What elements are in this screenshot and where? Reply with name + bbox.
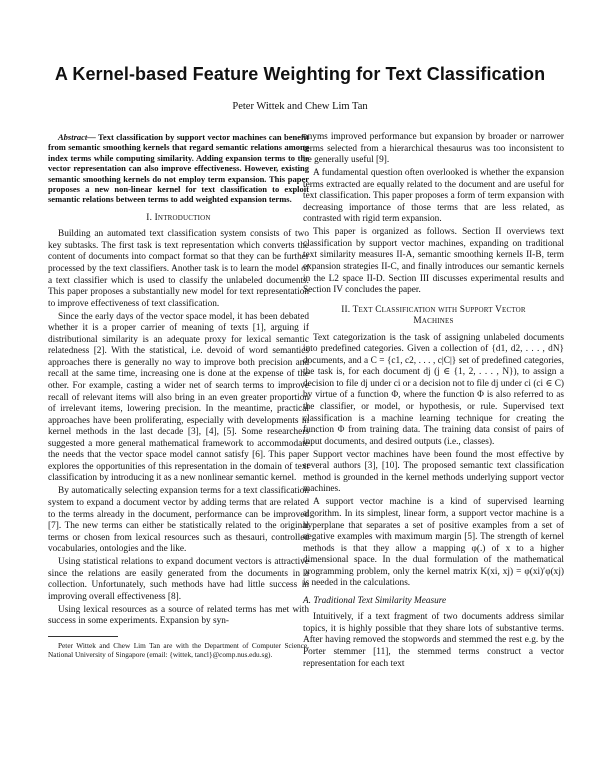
intro-paragraph: Since the early days of the vector space model, it has been debated whether it is a proper carrier of meaning of texts [1], arguing if distributional similarity is an adequate proxy for lexical semantic relatedness [2]. With the statistical, i.e. devoid of word semantics approaches there is generally no way to improve both precision and recall at the same time, increasing one is done at the expense of the other. For example, casting a wider net of search terms to improve recall of relevant items will also bring in an even greater proportion of irrelevant items, lowering precision. In the meantime, practical approaches have been proliferating, especially with developments in kernel methods in the last decade [3], [4], [5]. Some researchers suggested a more general mathematical framework to accommodate the needs that the vector space model cannot satisfy [6]. This paper explores the opportunities of this representation in the domain of text classification by introducing it as a new nonlinear semantic kernel. [48,311,309,484]
body-paragraph: This paper is organized as follows. Section II overviews text classification by support vector machines, expanding on traditional text similarity measures II-A, semantic smoothing kernels II-B, term expansion strategies II-C, and finally introduces our semantic kernels in the L2 space II-D. Section III discusses experimental results and Section IV concludes the paper. [303,227,564,296]
abstract-label: Abstract [58,132,88,142]
section-heading-text-classification: II. Text Classification with Support Vector Machines [341,304,526,327]
author-footnote: Peter Wittek and Chew Lim Tan are with the Department of Computer Science, National University of Singapore (email: {wittek, tancl}@comp.nus.edu.sg). [48,640,309,659]
paper-title: A Kernel-based Feature Weighting for Text Classification [54,64,546,84]
footnote-divider [48,636,118,637]
intro-paragraph: By automatically selecting expansion terms for a text classification system to expand a document vector by adding terms that are related to the terms already in the document, performance can be improved [7]. The new terms can either be statistically related to the original terms or chosen from lexical resources such as thesauri, controlled vocabularies, ontologies and the like. [48,486,309,555]
body-paragraph: onyms improved performance but expansion by broader or narrower terms selected from a hierarchical thesaurus was too inconsistent to be generally useful [9]. [303,132,564,166]
abstract-text: — Text classification by support vector machines can benefit from semantic smoothing kernels that regard semantic relations among index terms while computing similarity. Adding expansion terms to the vector representation can also improve effectiveness. However, existing semantic smoothing kernels do not employ term expansion. This paper proposes a new non-linear kernel for text classification to exploit semantic relations between terms to add weighted expansion terms. [48,132,309,205]
right-column [303,132,564,672]
intro-paragraph: Using lexical resources as a source of related terms has met with success in some experiments. Expansion by syn- [48,604,309,627]
body-paragraph: Text categorization is the task of assigning unlabeled documents into predefined categories. Given a collection of {d1, d2, . . . , dN} documents, and a C = {c1, c2, . . . , c|C|} set of predefined categories, the task is, for each document dj (j ∈ {1, 2, . . . , N}), to assign a decision to file dj under ci or a decision not to file dj under ci (ci ∈ C) by virtue of a function Φ, where the function Φ is also referred to as the classifier, or model, or hypothesis, or rule. Supervised text classification is a machine learning technique for creating the function Φ from training data. The training data consist of pairs of input documents, and desired outputs (i.e., classes). [303,332,564,447]
body-paragraph: A support vector machine is a kind of supervised learning algorithm. In its simplest, linear form, a support vector machine is a hyperplane that separates a set of positive examples from a set of negative examples with maximum margin [5]. The strength of kernel methods is that they allow a mapping φ(.) of x to a higher dimensional space. In the dual formulation of the mathematical programming problem, only the kernel matrix K(xi, xj) = φ(xi)′φ(xj) is needed in the calculations. [303,497,564,589]
body-paragraph: Support vector machines have been found the most effective by several authors [3], [10]. The proposed semantic text classification method is grounded in the kernel methods underlying support vector machines. [303,449,564,495]
left-column [48,132,309,660]
paper-authors: Peter Wittek and Chew Lim Tan [232,101,368,112]
body-paragraph: Intuitively, if a text fragment of two documents address similar topics, it is highly possible that they share lots of substantive terms. After having removed the stopwords and stemmed the rest e.g. by the Porter stemmer [11], the stemmed terms construct a vector representation for each text [303,612,564,669]
abstract [48,132,309,205]
intro-paragraph: Using statistical relations to expand document vectors is attractive since the relations are easily generated from the documents in a collection. Unfortunately, such methods have had little success in improving overall effectiveness [8]. [48,557,309,602]
intro-paragraph: Building an automated text classification system consists of two key subtasks. The first task is text representation which converts the content of documents into compact format so that they can be further processed by the text classifiers. Another task is to learn the model of a text classifier which is used to classify the unlabeled documents. This paper proposes a substantially new model for text representation to improve effectiveness of text classification. [48,229,309,309]
subsection-heading-traditional-similarity: A. Traditional Text Similarity Measure [303,595,447,606]
section-heading-introduction: I. Introduction [146,212,211,223]
body-paragraph: A fundamental question often overlooked is whether the expansion terms extracted are equally related to the document and are useful for text classification. This paper proposes a form of term expansion with decreasing importance of those terms that are less related, as contrasted with rigid term expansion. [303,168,564,225]
